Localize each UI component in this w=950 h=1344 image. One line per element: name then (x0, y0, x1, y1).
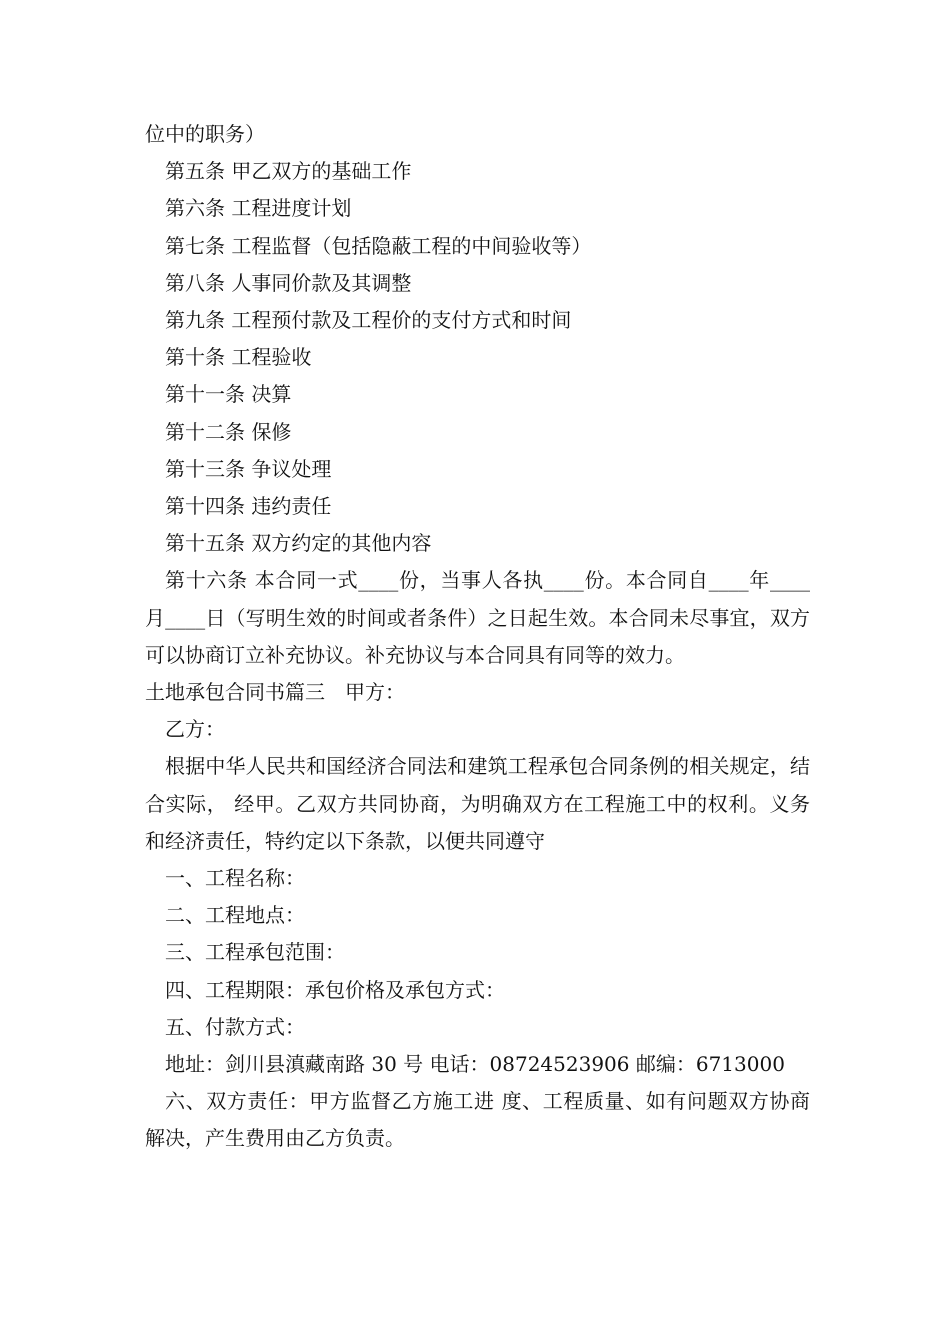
article-13: 第十三条 争议处理 (165, 456, 332, 481)
article-9: 第九条 工程预付款及工程价的支付方式和时间 (165, 308, 572, 333)
paragraph-1: 位中的职务） (145, 122, 265, 146)
article-11: 第十一条 决算 (165, 382, 292, 407)
article-6: 第六条 工程进度计划 (165, 196, 352, 221)
clause-1: 一、工程名称： (165, 866, 305, 891)
article-8: 第八条 人事同价款及其调整 (165, 270, 412, 295)
clause-6: 六、双方责任：甲方监督乙方施工进 度、工程质量、如有问题双方协商解决，产生费用由乙方负责。 (145, 1089, 810, 1151)
article-16: 第十六条 本合同一式____份，当事人各执____份。本合同自____年____月____日（写明生效的时间或者条件）之日起生效。本合同未尽事宜，双方可以协商订立补充协议。补充协议与本合同具有同等的效力。 (145, 568, 810, 667)
article-14: 第十四条 违约责任 (165, 494, 332, 519)
clause-4: 四、工程期限：承包价格及承包方式： (165, 977, 505, 1002)
article-10: 第十条 工程验收 (165, 345, 312, 370)
preamble-paragraph: 根据中华人民共和国经济合同法和建筑工程承包合同条例的相关规定，结合实际， 经甲。乙双方共同协商，为明确双方在工程施工中的权利。义务和经济责任，特约定以下条款，以便共同遵守 (145, 754, 810, 853)
section-heading: 土地承包合同书篇三 甲方： (145, 680, 405, 705)
article-12: 第十二条 保修 (165, 419, 292, 444)
article-5: 第五条 甲乙双方的基础工作 (165, 159, 412, 184)
party-b-label: 乙方： (165, 717, 225, 742)
clause-3: 三、工程承包范围： (165, 940, 345, 965)
address-line: 地址：剑川县滇藏南路 30 号 电话：08724523906 邮编：6713000 (165, 1052, 785, 1077)
document-body (145, 116, 810, 1158)
clause-5: 五、付款方式： (165, 1014, 305, 1039)
article-15: 第十五条 双方约定的其他内容 (165, 531, 432, 556)
article-7: 第七条 工程监督（包括隐蔽工程的中间验收等） (165, 233, 592, 258)
clause-2: 二、工程地点： (165, 903, 305, 928)
